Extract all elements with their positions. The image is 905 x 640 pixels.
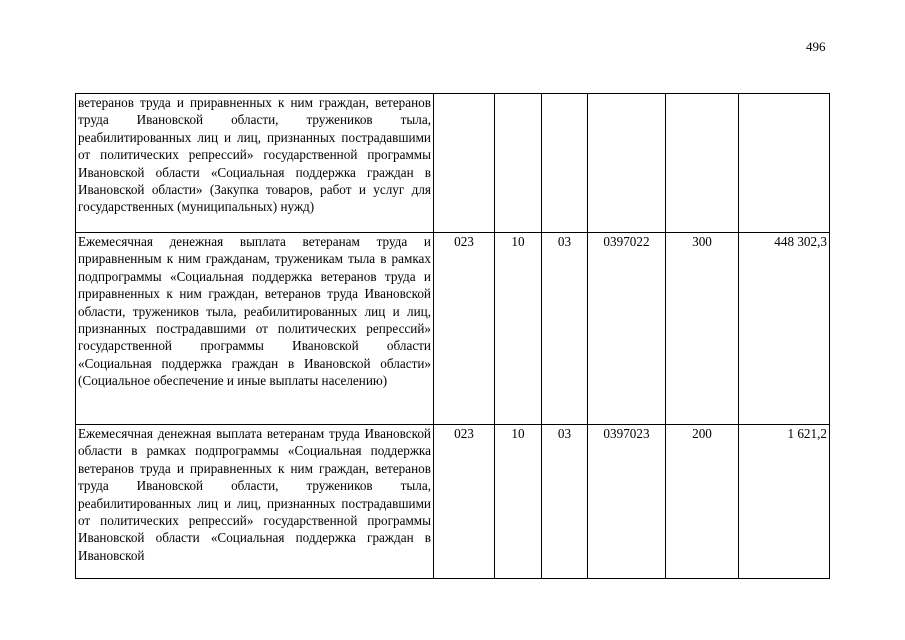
row-section-code xyxy=(495,94,542,233)
row-description: Ежемесячная денежная выплата ветеранам труда и приравненным к ним гражданам, труженикам тыла в рамках подпрограммы «Социальная поддержка ветеранов труда и приравненных к ним граждан, ветеранов труда Ивановской области, тружеников тыла, реабилитированных лиц и лиц, признанных пострадавшими от политических репрессий» государственной программы Ивановской области «Социальная поддержка граждан в Ивановской области» (Социальное обеспечение и иные выплаты населению) xyxy=(76,233,434,425)
row-description: ветеранов труда и приравненных к ним граждан, ветеранов труда Ивановской области, тружеников тыла, реабилитированных лиц и лиц, признанных пострадавшими от политических репрессий» государственной программы Ивановской области «Социальная поддержка граждан в Ивановской области» (Закупка товаров, работ и услуг для государственных (муниципальных) нужд) xyxy=(76,94,434,233)
row-subsection-code: 03 xyxy=(542,425,588,579)
table-row xyxy=(76,425,830,579)
row-expense-type-code: 300 xyxy=(666,233,739,425)
table-row xyxy=(76,233,830,425)
row-target-code: 0397023 xyxy=(588,425,666,579)
row-amount: 448 302,3 xyxy=(739,233,830,425)
row-amount: 1 621,2 xyxy=(739,425,830,579)
row-ministry-code: 023 xyxy=(434,233,495,425)
page-number: 496 xyxy=(806,39,826,54)
row-ministry-code xyxy=(434,94,495,233)
row-section-code: 10 xyxy=(495,425,542,579)
row-section-code: 10 xyxy=(495,233,542,425)
budget-table xyxy=(75,93,830,579)
row-description: Ежемесячная денежная выплата ветеранам труда Ивановской области в рамках подпрограммы «Социальная поддержка ветеранов труда и приравненных к ним граждан, ветеранов труда Ивановской области, тружеников тыла, реабилитированных лиц и лиц, признанных пострадавшими от политических репрессий» государственной программы Ивановской области «Социальная поддержка граждан в Ивановской xyxy=(76,425,434,579)
row-expense-type-code xyxy=(666,94,739,233)
table-row xyxy=(76,94,830,233)
row-subsection-code xyxy=(542,94,588,233)
row-target-code: 0397022 xyxy=(588,233,666,425)
row-target-code xyxy=(588,94,666,233)
row-ministry-code: 023 xyxy=(434,425,495,579)
row-amount xyxy=(739,94,830,233)
row-expense-type-code: 200 xyxy=(666,425,739,579)
row-subsection-code: 03 xyxy=(542,233,588,425)
